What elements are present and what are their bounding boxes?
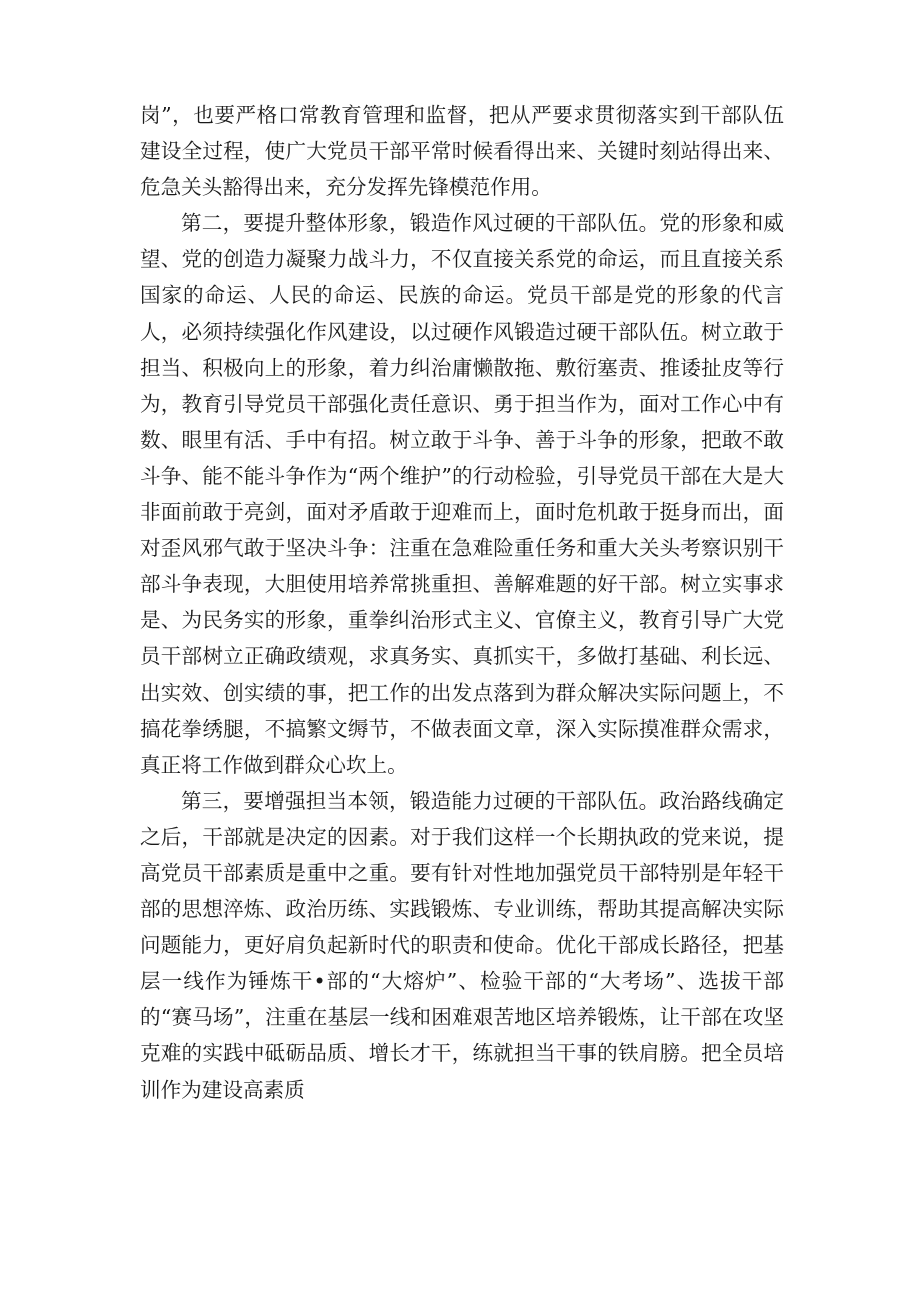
paragraph-continuation: 岗”，也要严格口常教育管理和监督，把从严要求贯彻落实到干部队伍建设全过程，使广大党员干部平常时候看得出来、关键时刻站得出来、危急关头豁得出来，充分发挥先锋模范作用。: [140, 103, 784, 200]
paragraph-third-point: 第三，要增强担当本领，锻造能力过硬的干部队伍。政治路线确定之后，干部就是决定的因素。对于我们这样一个长期执政的党来说，提高党员干部素质是重中之重。要有针对性地加强党员干部特别是年轻干部的思想淬炼、政治历练、实践锻炼、专业训练，帮助其提高解决实际问题能力，更好肩负起新时代的职责和使命。优化干部成长路径，把基层一线作为锤炼干•部的“大熔炉”、检验干部的“大考场”、选拔干部的“赛马场”，注重在基层一线和困难艰苦地区培养锻炼，让干部在攻坚克难的实践中砥砺品质、增长才干，练就担当干事的铁肩膀。把全员培训作为建设高素质: [140, 788, 784, 1102]
paragraph-second-point: 第二，要提升整体形象，锻造作风过硬的干部队伍。党的形象和威望、党的创造力凝聚力战斗力，不仅直接关系党的命运，而且直接关系国家的命运、人民的命运、民族的命运。党员干部是党的形象的代言人，必须持续强化作风建设，以过硬作风锻造过硬干部队伍。树立敢于担当、积极向上的形象，着力纠治庸懒散拖、敷衍塞责、推诿扯皮等行为，教育引导党员干部强化责任意识、勇于担当作为，面对工作心中有数、眼里有活、手中有招。树立敢于斗争、善于斗争的形象，把敢不敢斗争、能不能斗争作为“两个维护”的行动检验，引导党员干部在大是大非面前敢于亮剑，面对矛盾敢于迎难而上，面时危机敢于挺身而出，面对歪风邪气敢于坚决斗争：注重在急难险重任务和重大关头考察识别干部斗争表现，大胆使用培养常挑重担、善解难题的好干部。树立实事求是、为民务实的形象，重拳纠治形式主义、官僚主义，教育引导广大党员干部树立正确政绩观，求真务实、真抓实干，多做打基础、利长远、出实效、创实绩的事，把工作的出发点落到为群众解决实际问题上，不搞花拳绣腿，不搞繁文缛节，不做表面文章，深入实际摸准群众需求，真正将工作做到群众心坎上。: [140, 211, 784, 777]
document-body: [140, 97, 784, 1108]
